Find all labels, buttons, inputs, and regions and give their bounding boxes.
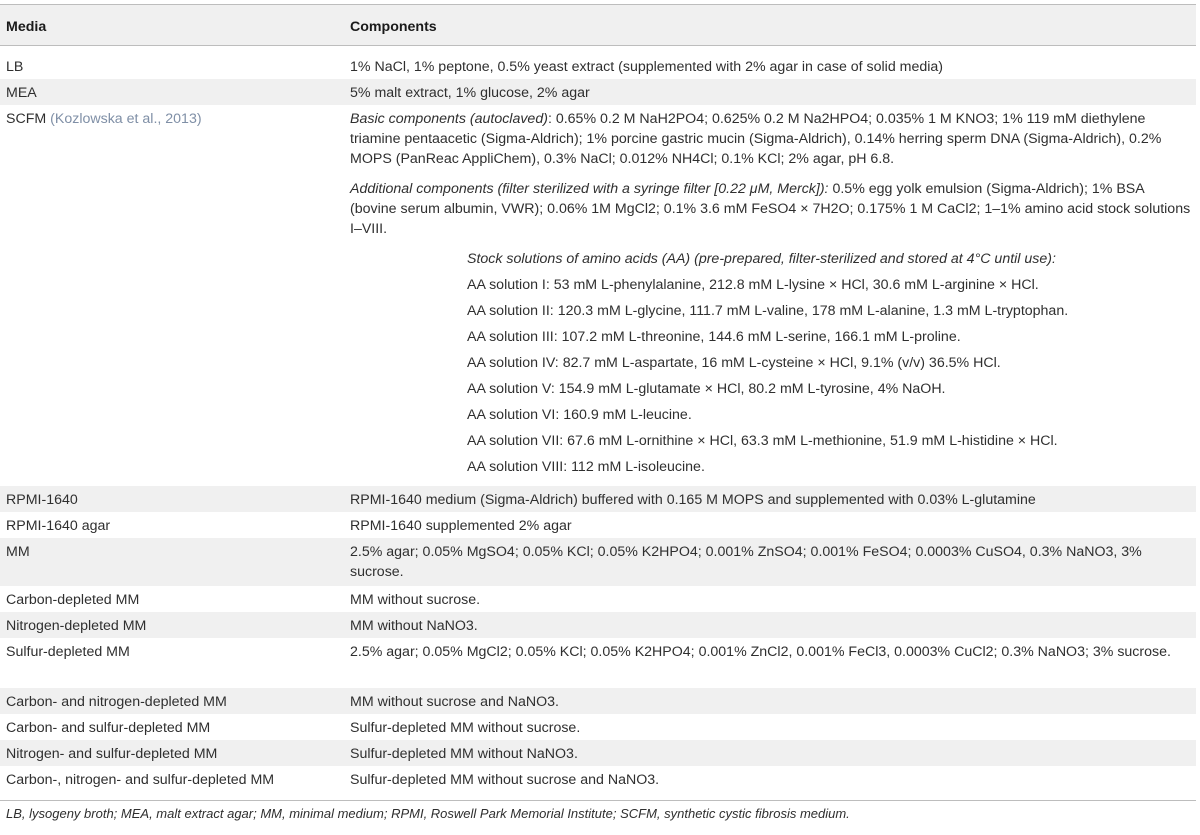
- components-cell: MM without sucrose.: [350, 592, 481, 608]
- table-row: [0, 53, 1196, 79]
- stock-solution-item: AA solution I: 53 mM L-phenylalanine, 212.8 mM L-lysine × HCl, 30.6 mM L-arginine × HCl.: [467, 277, 1039, 293]
- media-cell: RPMI-1640: [6, 492, 78, 508]
- components-cell: Sulfur-depleted MM without NaNO3.: [350, 746, 578, 762]
- table-row-scfm: [0, 105, 1196, 486]
- table-row: [0, 512, 1196, 538]
- additional-components-label: Additional components (filter sterilized with a syringe filter [0.22 μM, Merck]):: [350, 181, 829, 197]
- media-cell: MM: [6, 544, 30, 560]
- components-cell: 2.5% agar; 0.05% MgSO4; 0.05% KCl; 0.05% K2HPO4; 0.001% ZnSO4; 0.001% FeSO4; 0.0003% CuSO4, 0.3% NaNO3, 3% sucrose.: [350, 544, 1142, 580]
- media-cell: Nitrogen- and sulfur-depleted MM: [6, 746, 218, 762]
- additional-components-paragraph: [350, 179, 1192, 239]
- media-cell: [6, 109, 202, 129]
- stock-solution-item: AA solution VI: 160.9 mM L-leucine.: [467, 407, 692, 423]
- media-cell: MEA: [6, 85, 37, 101]
- stock-solution-item: AA solution V: 154.9 mM L-glutamate × HCl, 80.2 mM L-tyrosine, 4% NaOH.: [467, 381, 946, 397]
- stock-solution-item: AA solution IV: 82.7 mM L-aspartate, 16 mM L-cysteine × HCl, 9.1% (v/v) 36.5% HCl.: [467, 355, 1001, 371]
- basic-components-label: Basic components (autoclaved): [350, 111, 548, 127]
- media-cell: Carbon- and sulfur-depleted MM: [6, 720, 211, 736]
- table-row: [0, 688, 1196, 714]
- stock-solution-item: AA solution VII: 67.6 mM L-ornithine × HCl, 63.3 mM L-methionine, 51.9 mM L-histidine × HCl.: [467, 433, 1058, 449]
- header-components: Components: [350, 19, 437, 35]
- table-row: [0, 612, 1196, 638]
- table-row: [0, 740, 1196, 766]
- media-cell: Carbon-depleted MM: [6, 592, 140, 608]
- components-cell: RPMI-1640 supplemented 2% agar: [350, 518, 572, 534]
- components-cell: MM without sucrose and NaNO3.: [350, 694, 559, 710]
- citation-link[interactable]: (Kozlowska et al., 2013): [50, 111, 202, 127]
- stock-solution-item: AA solution II: 120.3 mM L-glycine, 111.7 mM L-valine, 178 mM L-alanine, 1.3 mM L-tryptophan.: [467, 303, 1069, 319]
- table-footnote: LB, lysogeny broth; MEA, malt extract agar; MM, minimal medium; RPMI, Roswell Park Memorial Institute; SCFM, synthetic cystic fibrosis medium.: [6, 806, 850, 821]
- components-cell: RPMI-1640 medium (Sigma-Aldrich) buffered with 0.165 M MOPS and supplemented with 0.03% L-glutamine: [350, 492, 1036, 508]
- table-row: [0, 714, 1196, 740]
- stock-solution-item: AA solution III: 107.2 mM L-threonine, 144.6 mM L-serine, 166.1 mM L-proline.: [467, 329, 961, 345]
- table-row: [0, 766, 1196, 794]
- table-row: [0, 79, 1196, 105]
- stock-solutions-title: Stock solutions of amino acids (AA) (pre-prepared, filter-sterilized and stored at 4°C until use):: [467, 251, 1056, 267]
- components-cell: 2.5% agar; 0.05% MgCl2; 0.05% KCl; 0.05% K2HPO4; 0.001% ZnCl2, 0.001% FeCl3, 0.0003% CuCl2; 0.3% NaNO3; 3% sucrose.: [350, 644, 1171, 660]
- media-cell: Carbon-, nitrogen- and sulfur-depleted MM: [6, 772, 275, 788]
- media-cell: LB: [6, 59, 24, 75]
- table-row: [0, 586, 1196, 612]
- media-name: SCFM: [6, 111, 47, 127]
- media-cell: Nitrogen-depleted MM: [6, 618, 147, 634]
- additional-components-text: 0.5% egg yolk emulsion (Sigma-Aldrich); 1% BSA (bovine serum albumin, VWR); 0.06% 1M MgCl2; 0.1% 3.6 mM FeSO4 × 7H2O; 0.175% 1 M CaCl2; 1–1% amino acid stock solutions I–VIII.: [350, 181, 1191, 237]
- components-cell: 5% malt extract, 1% glucose, 2% agar: [350, 85, 590, 101]
- basic-components-text: : 0.65% 0.2 M NaH2PO4; 0.625% 0.2 M Na2HPO4; 0.035% 1 M KNO3; 1% 119 mM diethylene triamine pentaacetic (Sigma-Aldrich); 1% porcine gastric mucin (Sigma-Aldrich), 0.14% herring sperm DNA (Sigma-Aldrich), 0.2% MOPS (PanReac AppliChem), 0.3% NaCl; 0.012% NH4Cl; 0.1% KCl; 2% agar, pH 6.8.: [350, 111, 1162, 167]
- media-cell: Carbon- and nitrogen-depleted MM: [6, 694, 227, 710]
- components-cell: MM without NaNO3.: [350, 618, 478, 634]
- components-cell: Sulfur-depleted MM without sucrose and NaNO3.: [350, 772, 660, 788]
- table-header-row: [0, 4, 1196, 46]
- table-bottom-rule: [0, 800, 1196, 801]
- components-cell: 1% NaCl, 1% peptone, 0.5% yeast extract (supplemented with 2% agar in case of solid media): [350, 59, 944, 75]
- media-cell: Sulfur-depleted MM: [6, 644, 130, 660]
- table-row: [0, 486, 1196, 512]
- header-media: Media: [6, 19, 47, 35]
- basic-components-paragraph: [350, 109, 1192, 169]
- table-row: [0, 538, 1196, 586]
- stock-solution-item: AA solution VIII: 112 mM L-isoleucine.: [467, 459, 705, 475]
- media-cell: RPMI-1640 agar: [6, 518, 111, 534]
- table-row: [0, 638, 1196, 688]
- components-cell: Sulfur-depleted MM without sucrose.: [350, 720, 581, 736]
